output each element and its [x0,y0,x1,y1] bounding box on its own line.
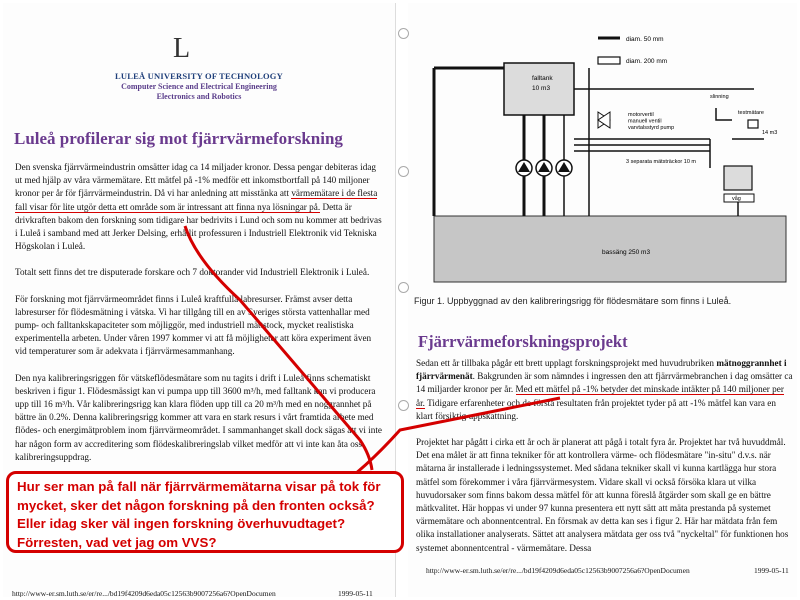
left-paragraph-3: För forskning mot fjärrvärmeområdet finns i Luleå kraftfulla labresurser. Främst avser detta labresurser för flödesmätning i vätska. Vi har tillgång till en av Sveriges största vattenhallar med pump- och falltankskapaciteter som möjliggör, med industriell mättstock, mycket realistiska experimentella arbeten. Under våren 1997 kommer vi att få möjligheter att köra experiment även vid temperaturer som är adekvata i fjärrvärmesammanhang. [15,293,372,357]
right-p1-text-a: Sedan ett år tillbaka pågår ett brett upplagt forskningsprojekt med huvudrubriken [416,358,717,368]
binder-hole-1 [398,28,409,39]
callout-line-4: Förresten, vad vet jag om VVS? [17,534,217,550]
pump-3-icon [556,160,572,176]
callout-line-3: Eller idag sker väl ingen forskning överhuvudtaget? [17,516,346,531]
left-p1-highlight: värmemätare i de flesta fall visar för lite utgör detta ett område som är intressant att finna nya lösningar på. [15,188,378,212]
callout-line-2: mycket, sker det någon forskning på den fronten också? [17,497,375,513]
right-article-body [416,357,794,568]
right-p1-text-c: Tidigare erfarenheter och de första resultaten från projektet tyder på att -1% mätfel kan vara en klart försiktig uppskattning. [416,397,776,421]
right-paragraph-2: Projektet har pågått i cirka ett år och är planerat att pågå i totalt fyra år. Projektet har två huvuddmål. Det ena målet är att finna tekniker för att kontrollera värme- och flödesmätare "in-situ" d.v.s. när mätarna är installerade i ledningssystemet. Med sådana tekniker skall vi kunna kartlägga hur stora mätfel som förekommer i våra fjärrvärmesystem. Vidare skall vi också försöka klara ut vilka huvudorsaker som finns bakom dessa mätfel för att kunna föreslå åtgärder som skall ge en bättre mätkvalitet. Här hoppas vi under 97 kunna presentera ett nytt sätt att mäta prestanda på systemet värmemätare och abonnentcentral. En försmak av detta kan ses i figur 2. Här har mätdata från fem olika installationer analyserats. Sättet att analysera mätdata ger oss två "nyckeltal" för funktionen hos systemet abonnentcentral - värmemätare. Dessa [416,437,789,553]
binder-hole-3 [398,282,409,293]
department-name: Computer Science and Electrical Engineering [121,82,277,91]
left-article-body [15,161,383,477]
scale-label: våg [732,196,741,202]
binder-hole-2 [398,166,409,177]
division-name: Electronics and Robotics [156,92,242,101]
dim-50-label: diam. 50 mm [626,36,664,43]
calibration-rig-figure [414,8,788,288]
left-p1-text-b: Detta är drivkraften bakom den forskning som tidigare har bedrivits i Lund och som nu kommer att bedrivas i Luleå i samband med att Jerker Delsing, erhållit professuren i Industriell Elektronik vid Tekniska Högskolan i Luleå. [15,201,382,252]
left-paragraph-2: Totalt sett finns det tre disputerade forskare och 7 doktorander vid Industriell Elektronik i Luleå. [15,267,370,278]
right-article-title: Fjärrvärmeforskningsprojekt [418,332,628,351]
falltank-volume: 10 m3 [532,85,551,92]
test-meter-box [748,120,758,128]
sluice-pipe [716,108,732,120]
dim-200-label: diam. 200 mm [626,58,668,65]
basin-label: bassäng 250 m3 [602,249,651,256]
motor-valve-label: motorvertil manuell ventil varvtalsstyrd pump [628,112,675,131]
right-page [408,3,797,597]
weigh-tank [724,166,752,190]
right-paragraph-1 [416,357,794,423]
pump-2-icon [536,160,552,176]
right-p1-bold: mätnoggrannhet i fjärrvärmenät [416,358,787,382]
university-name: LULEÅ UNIVERSITY OF TECHNOLOGY [115,71,283,81]
university-logo: L [173,33,191,64]
valve-icon [598,112,610,128]
red-callout-box [6,471,404,553]
test-meter-label: testmätare [738,110,764,116]
left-p1-text-a: Den svenska fjärrvärmeindustrin omsätter idag ca 14 miljader kronor. Dessa pengar debiteras idag ut med hjälp av våra värmemätare. Ett mätfel på -1% medför ett inkomstbortfall på 140 miljoner kronor per år för fjärrvärmeindustrin. Då vi har anledning att misstänka att [15,162,376,199]
falltank-label: falltank [532,75,553,82]
binder-hole-4 [398,400,409,411]
left-paragraph-1 [15,161,383,253]
left-article-title: Luleå profilerar sig mot fjärrvärmeforskning [14,129,343,148]
sluice-label: slinning [710,94,729,100]
left-footer-url: http://www-er.sm.luth.se/er/re.../bd19f4209d6eda05c12563b9007256a6?OpenDocumen [12,589,276,597]
callout-line-1: Hur ser man på fall när fjärrvärmemätarna visar på tok för [17,479,381,494]
right-footer-url: http://www-er.sm.luth.se/er/re.../bd19f4209d6eda05c12563b9007256a6?OpenDocumen [426,566,690,575]
left-paragraph-4: Den nya kalibreringsriggen för vätskeflödesmätare som nu tagits i drift i Luleå finns schematiskt beskriven i figur 1. Flödesmässigt kan vi pumpa upp till 3600 m³/h, med falltank kan vi producera upp till 16 m³/h. Vår kalibreringsrigg kan klara flöden upp till ca 20 m³/h med en noggrannhet på bättre än 0.2%. Denna kalibreringsrigg kommer att vara en stark resurs i vårt framtida arbete med flödes- och energimätproblem inom fjärrvärmeområdet. I sammanhanget skall dock sägas att vi inte har någon form av accreditering som flödeskalibreringslab vilket medför att vi inte kan åta oss kalibreringsuppdrag. [15,372,382,462]
right-p1-text-b: . Bakgrunden är som nämndes i ingressen den att fjärrvärmebranchen i dag omsätter ca 14 miljarder kronor per år. [416,371,793,395]
right-p1-highlight: Med ett mätfel på -1% betyder det minskade intäkter på 140 miljoner per år. [416,384,784,408]
measuring-sections-label: 3 separata mätsträckor 10 m [626,159,697,165]
figure-caption: Figur 1. Uppbyggnad av den kalibreringsrigg för flödesmätare som finns i Luleå. [414,296,732,306]
length-14-label: 14 m3 [762,130,778,136]
left-footer-date: 1999-05-11 [338,589,373,597]
pump-1-icon [516,160,532,176]
dim-200-box [598,57,620,64]
right-footer-date: 1999-05-11 [754,566,789,575]
